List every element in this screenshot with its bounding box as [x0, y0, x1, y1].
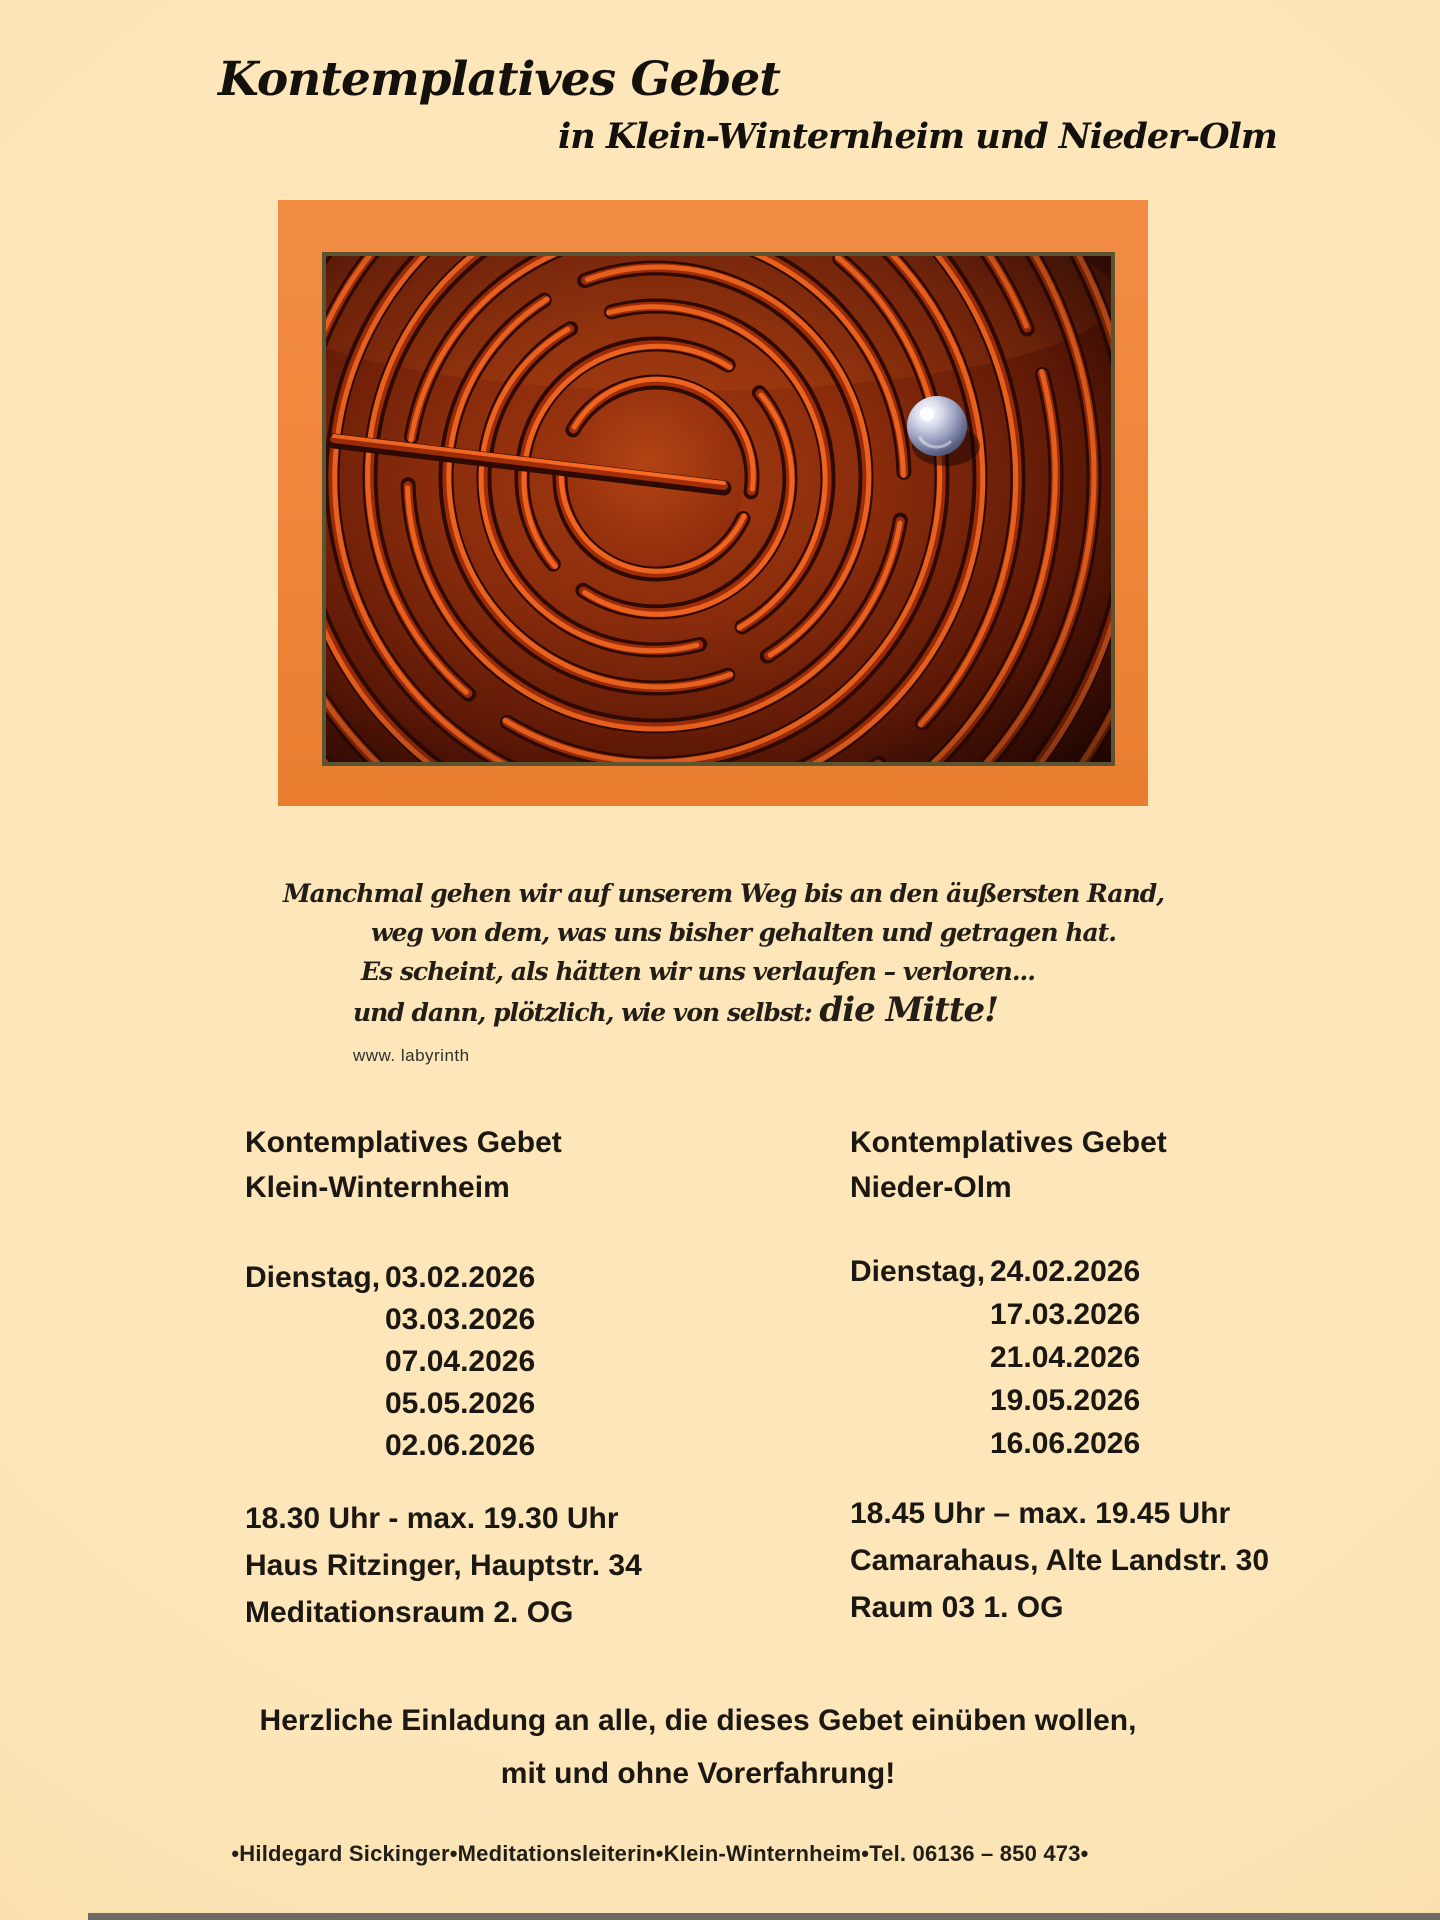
poem-line: Es scheint, als hätten wir uns verlaufen – verloren... [361, 957, 1035, 986]
contact-footer: •Hildegard Sickinger•Meditationsleiterin•Klein-Winternheim•Tel. 06136 – 850 473• [231, 1841, 1089, 1866]
date-row: 17.03.2026 [990, 1298, 1141, 1331]
schedule-heading-line2: Klein-Winternheim [245, 1171, 510, 1204]
schedule-klein-winternheim [245, 1120, 725, 1636]
invitation-line1: Herzliche Einladung an alle, die dieses Gebet einüben wollen, [259, 1704, 1137, 1737]
labyrinth-illustration [326, 256, 1111, 762]
date-value: 03.02.2026 [385, 1261, 536, 1294]
poem-line-text: und dann, plötzlich, wie von selbst: [353, 998, 812, 1027]
time-range: 18.30 Uhr - max. 19.30 Uhr [245, 1502, 619, 1535]
poem-emphasis: die Mitte! [819, 990, 999, 1030]
venue-address: Haus Ritzinger, Hauptstr. 34 [245, 1549, 642, 1582]
poem-source: www. labyrinth [353, 1046, 470, 1065]
schedule-heading-line1: Kontemplatives Gebet [850, 1126, 1167, 1159]
scan-edge-artifact [88, 1913, 1440, 1920]
weekday-label: Dienstag, [850, 1255, 986, 1288]
page-subtitle: in Klein-Winternheim und Nieder-Olm [558, 116, 1277, 157]
labyrinth-photo-frame [278, 200, 1148, 806]
poem-line: weg von dem, was uns bisher gehalten und getragen hat. [371, 918, 1116, 947]
venue-address: Camarahaus, Alte Landstr. 30 [850, 1544, 1270, 1577]
date-row: 03.03.2026 [385, 1303, 536, 1336]
date-row: 19.05.2026 [990, 1384, 1141, 1417]
labyrinth-poem [283, 874, 1164, 1075]
labyrinth-photo [322, 252, 1115, 766]
date-row: 21.04.2026 [990, 1341, 1141, 1374]
date-row [245, 1257, 725, 1299]
date-value: 24.02.2026 [990, 1255, 1141, 1288]
venue-room: Meditationsraum 2. OG [245, 1596, 574, 1629]
invitation-line2: mit und ohne Vorerfahrung! [500, 1757, 896, 1790]
schedule-heading [245, 1120, 725, 1210]
date-row [850, 1250, 1330, 1293]
venue-details [850, 1490, 1330, 1631]
time-range: 18.45 Uhr – max. 19.45 Uhr [850, 1497, 1231, 1530]
date-row: 07.04.2026 [385, 1345, 536, 1378]
date-row: 05.05.2026 [385, 1387, 536, 1420]
date-row: 16.06.2026 [990, 1427, 1141, 1460]
date-list [850, 1250, 1330, 1465]
page-title: Kontemplatives Gebet [218, 52, 780, 107]
date-row: 02.06.2026 [385, 1429, 536, 1462]
poem-line [283, 991, 1164, 1032]
schedule-heading [850, 1120, 1330, 1210]
schedule-heading-line2: Nieder-Olm [850, 1171, 1012, 1204]
weekday-label: Dienstag, [245, 1261, 381, 1294]
invitation-text [0, 1694, 1396, 1800]
poem-line: Manchmal gehen wir auf unserem Weg bis an den äußersten Rand, [283, 879, 1164, 908]
schedule-heading-line1: Kontemplatives Gebet [245, 1126, 562, 1159]
schedule-nieder-olm [850, 1120, 1330, 1631]
venue-details [245, 1495, 725, 1636]
date-list [245, 1257, 725, 1467]
venue-room: Raum 03 1. OG [850, 1591, 1064, 1624]
